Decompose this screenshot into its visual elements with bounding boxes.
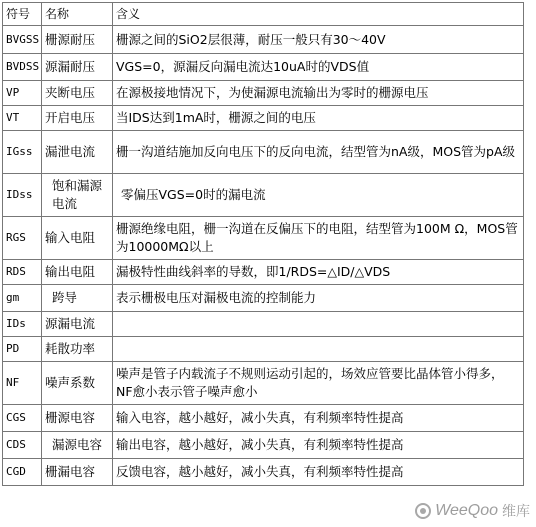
symbol-cell: gm	[3, 285, 42, 312]
table-row	[3, 26, 524, 54]
header-symbol: 符号	[3, 3, 42, 26]
table-row	[3, 217, 524, 260]
meaning-cell: VGS=0，源漏反向漏电流达10uA时的VDS值	[113, 54, 524, 81]
name-cell: 饱和漏源电流	[42, 174, 113, 217]
meaning-cell: 输入电容，越小越好，减小失真，有利频率特性提高	[113, 405, 524, 432]
header-meaning: 含义	[113, 3, 524, 26]
name-cell: 开启电压	[42, 106, 113, 131]
header-name: 名称	[42, 3, 113, 26]
table-header-row	[3, 3, 524, 26]
name-cell: 源漏电流	[42, 312, 113, 337]
name-cell: 栅源耐压	[42, 26, 113, 54]
meaning-cell: 表示栅极电压对漏极电流的控制能力	[113, 285, 524, 312]
table-row	[3, 362, 524, 405]
meaning-cell: 当IDS达到1mA时，栅源之间的电压	[113, 106, 524, 131]
parameter-table	[2, 2, 524, 486]
name-cell: 输入电阻	[42, 217, 113, 260]
table-row	[3, 131, 524, 174]
table-row	[3, 81, 524, 106]
table-row	[3, 106, 524, 131]
table-row	[3, 432, 524, 459]
symbol-cell: IDs	[3, 312, 42, 337]
symbol-cell: CGS	[3, 405, 42, 432]
table-row	[3, 459, 524, 486]
table-row	[3, 285, 524, 312]
name-cell: 源漏耐压	[42, 54, 113, 81]
meaning-cell	[113, 337, 524, 362]
table-row	[3, 337, 524, 362]
symbol-cell: BVDSS	[3, 54, 42, 81]
table-row	[3, 54, 524, 81]
symbol-cell: IGss	[3, 131, 42, 174]
meaning-cell	[113, 312, 524, 337]
meaning-cell: 输出电容，越小越好，减小失真，有利频率特性提高	[113, 432, 524, 459]
meaning-cell: 反馈电容，越小越好，减小失真，有利频率特性提高	[113, 459, 524, 486]
symbol-cell: IDss	[3, 174, 42, 217]
table-row	[3, 405, 524, 432]
symbol-cell: PD	[3, 337, 42, 362]
symbol-cell: VP	[3, 81, 42, 106]
name-cell: 跨导	[42, 285, 113, 312]
meaning-cell: 噪声是管子内载流子不规则运动引起的，场效应管要比晶体管小得多，NF愈小表示管子噪声愈小	[113, 362, 524, 405]
meaning-cell: 栅源之间的SiO2层很薄，耐压一般只有30～40V	[113, 26, 524, 54]
logo-icon	[415, 503, 431, 519]
watermark	[415, 501, 530, 521]
symbol-cell: CGD	[3, 459, 42, 486]
table-row	[3, 312, 524, 337]
meaning-cell: 漏极特性曲线斜率的导数，即1/RDS=△ID/△VDS	[113, 260, 524, 285]
name-cell: 夹断电压	[42, 81, 113, 106]
name-cell: 漏源电容	[42, 432, 113, 459]
table-row	[3, 174, 524, 217]
name-cell: 栅源电容	[42, 405, 113, 432]
name-cell: 输出电阻	[42, 260, 113, 285]
symbol-cell: NF	[3, 362, 42, 405]
watermark-text: WeeQoo	[435, 502, 498, 519]
symbol-cell: CDS	[3, 432, 42, 459]
watermark-text-cn: 维库	[502, 503, 530, 519]
meaning-cell: 栅一沟道结施加反向电压下的反向电流，结型管为nA级，MOS管为pA级	[113, 131, 524, 174]
symbol-cell: RDS	[3, 260, 42, 285]
name-cell: 噪声系数	[42, 362, 113, 405]
table-row	[3, 260, 524, 285]
meaning-cell: 在源极接地情况下，为使漏源电流输出为零时的栅源电压	[113, 81, 524, 106]
symbol-cell: BVGSS	[3, 26, 42, 54]
meaning-cell: 栅源绝缘电阻，栅一沟道在反偏压下的电阻，结型管为100M Ω，MOS管为10000MΩ以上	[113, 217, 524, 260]
name-cell: 耗散功率	[42, 337, 113, 362]
symbol-cell: VT	[3, 106, 42, 131]
name-cell: 漏泄电流	[42, 131, 113, 174]
name-cell: 栅漏电容	[42, 459, 113, 486]
meaning-cell: 零偏压VGS=0时的漏电流	[113, 174, 524, 217]
symbol-cell: RGS	[3, 217, 42, 260]
